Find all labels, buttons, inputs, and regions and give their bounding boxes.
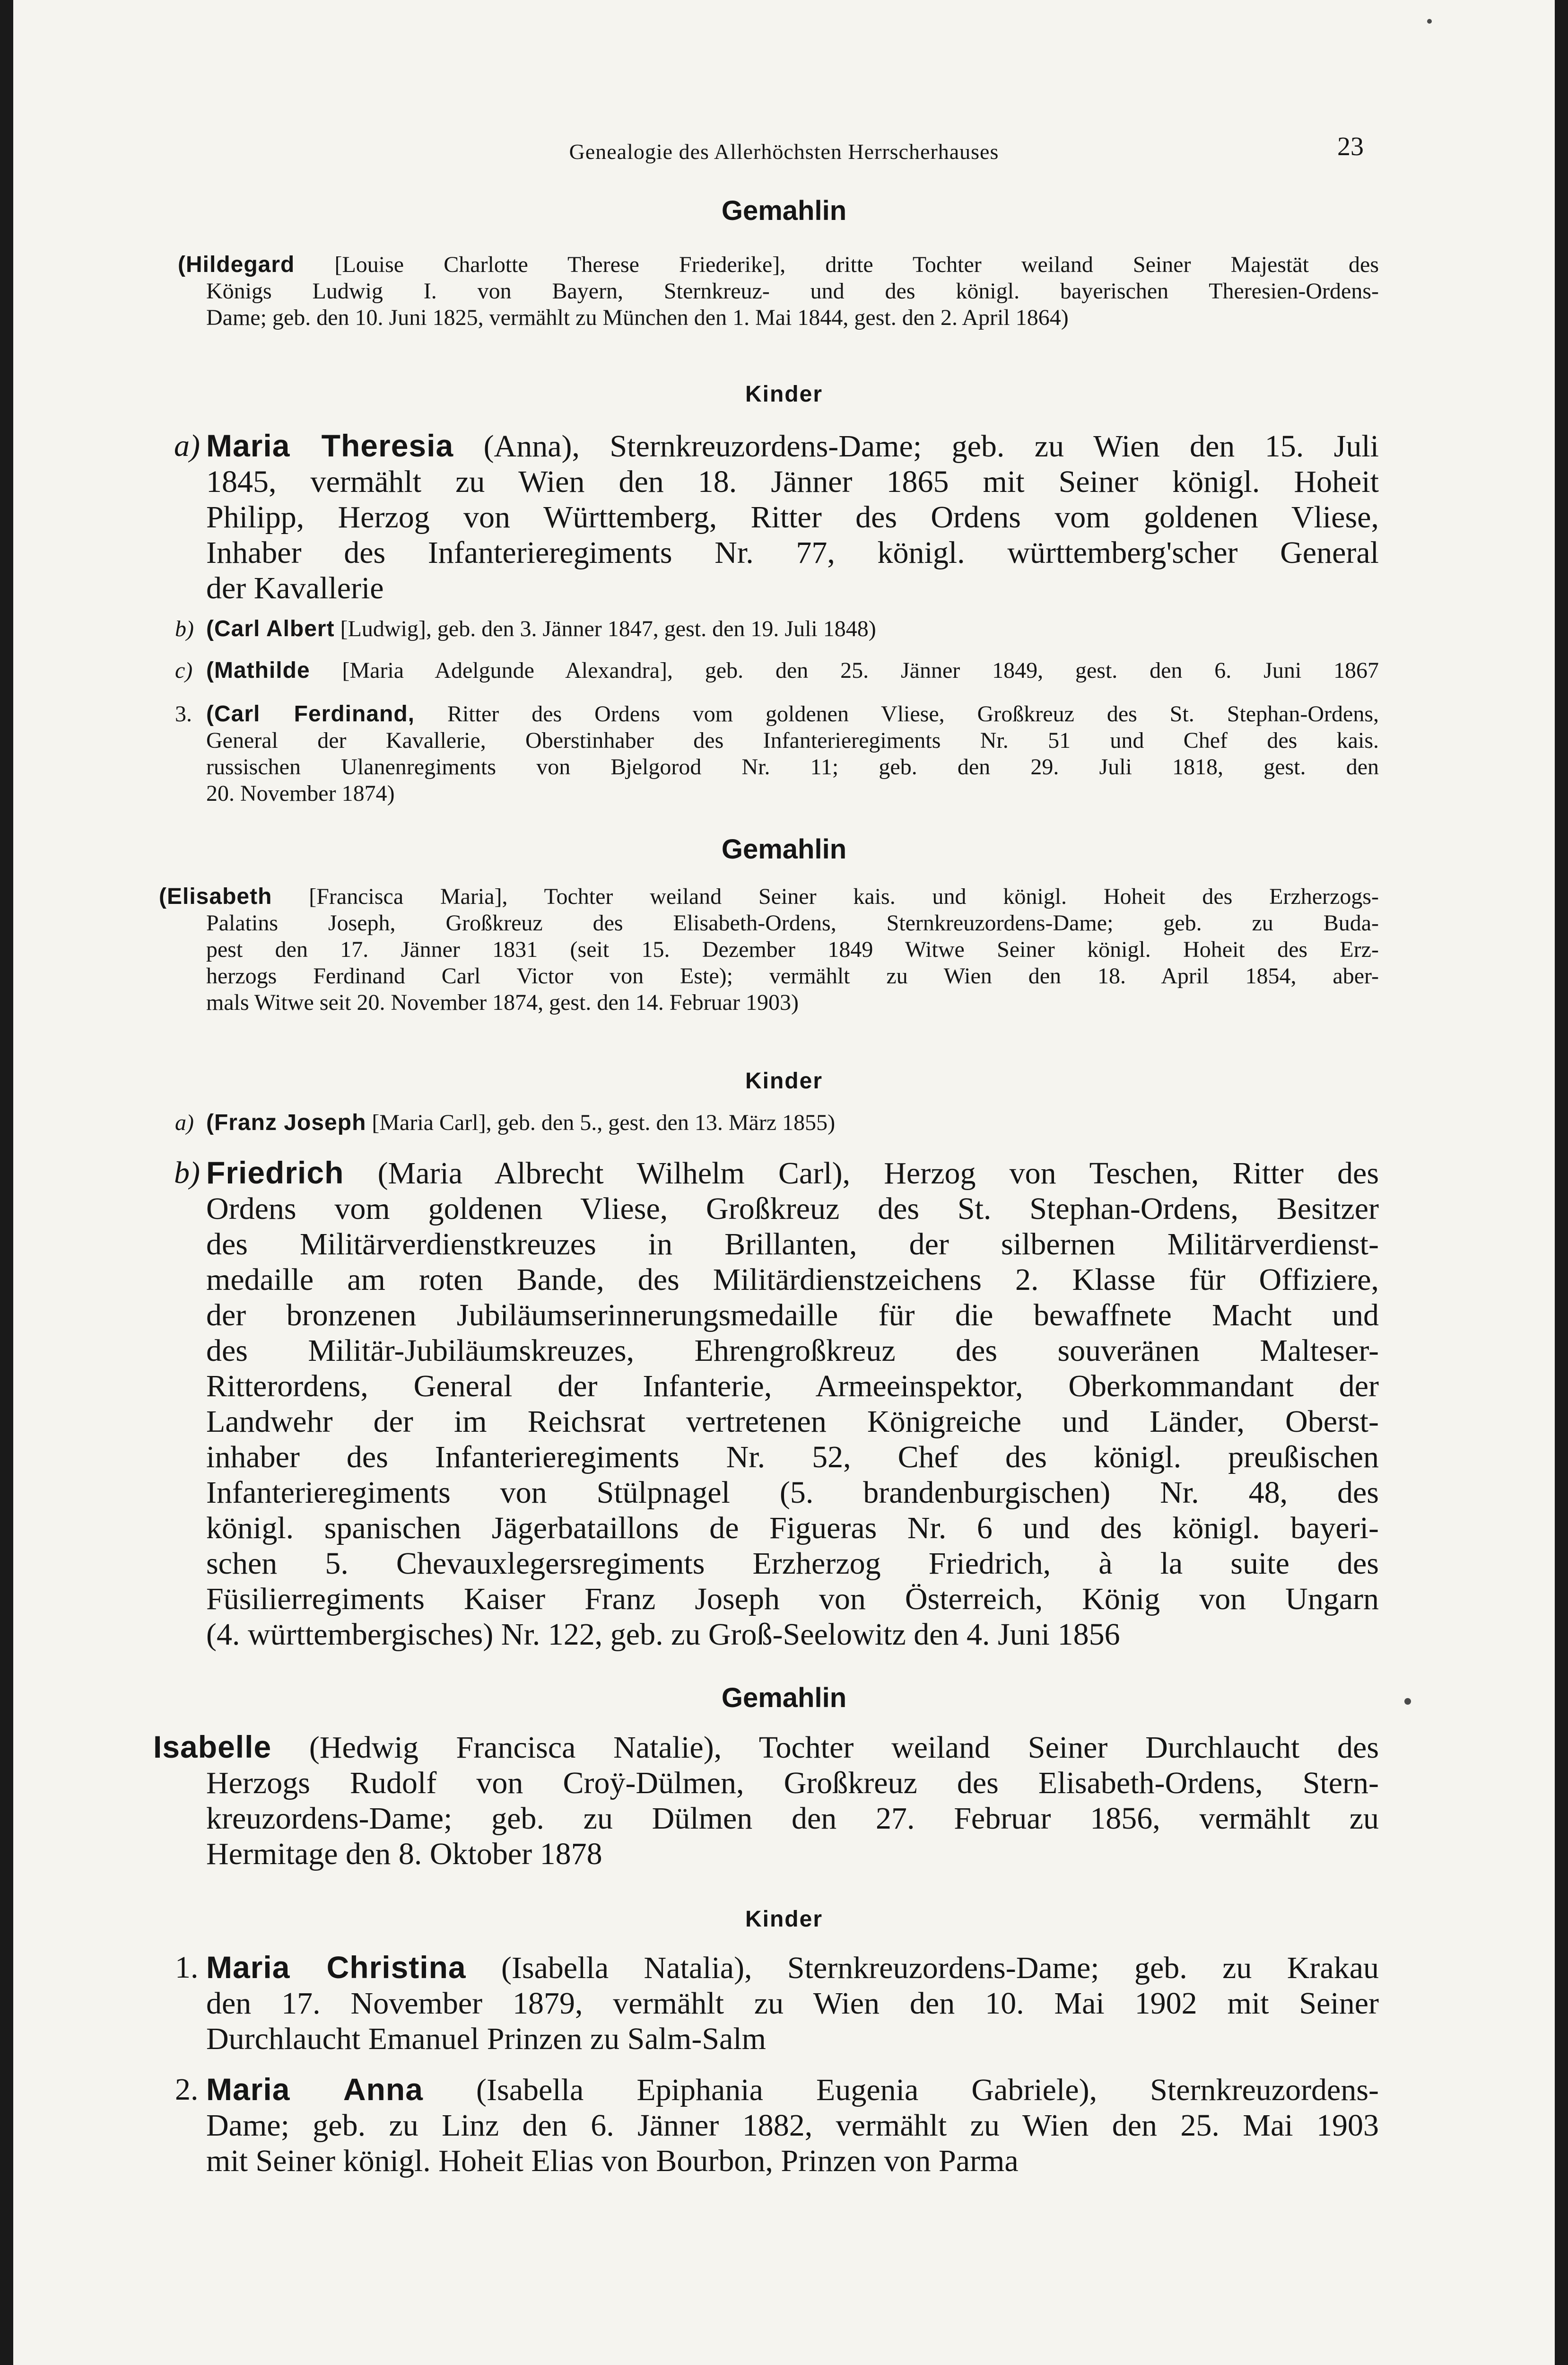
entry-line: [Maria Carl], geb. den 5., gest. den 13. März 1855) [372, 1110, 836, 1135]
entry-line: Herzogs Rudolf von Croÿ-Dülmen, Großkreuz des Elisabeth-Ordens, Stern- [206, 1766, 1379, 1800]
entry-carl-ferdinand [206, 701, 1379, 807]
entry-line: Königs Ludwig I. von Bayern, Sternkreuz- und des königl. bayerischen Theresien-Ordens- [206, 279, 1379, 304]
entry-line: des Militärverdienstkreuzes in Brillanten, der silbernen Militärverdienst- [206, 1227, 1379, 1261]
running-head: Genealogie des Allerhöchsten Herrscherhauses [569, 140, 999, 164]
entry-line: inhaber des Infanterieregiments Nr. 52, Chef des königl. preußischen [206, 1440, 1379, 1474]
entry-line: russischen Ulanenregiments von Bjelgorod Nr. 11; geb. den 29. Juli 1818, gest. den [206, 754, 1379, 780]
child-entry-franz-joseph [206, 1110, 1379, 1136]
child-label: b) [175, 616, 194, 641]
section-heading-kinder: Kinder [745, 382, 823, 407]
child-name: (Mathilde [206, 658, 310, 683]
entry-line: (4. württembergisches) Nr. 122, geb. zu Groß-Seelowitz den 4. Juni 1856 [206, 1617, 1120, 1652]
spouse-name: Isabelle [153, 1729, 272, 1764]
entry-line: Füsilierregiments Kaiser Franz Joseph von Österreich, König von Ungarn [206, 1582, 1379, 1616]
entry-line: mals Witwe seit 20. November 1874, gest. den 14. Februar 1903) [206, 990, 799, 1015]
spouse-entry-elisabeth [159, 884, 1379, 1016]
entry-line: 1845, vermählt zu Wien den 18. Jänner 1865 mit Seiner königl. Hoheit [206, 464, 1379, 499]
entry-number: 1. [175, 1950, 199, 1985]
entry-line: [Louise Charlotte Therese Friederike], dritte Tochter weiland Seiner Majestät des [334, 252, 1379, 277]
entry-number: 3. [175, 701, 192, 727]
entry-line: (Isabella Epiphania Eugenia Gabriele), Sternkreuzordens- [476, 2073, 1379, 2107]
entry-line: Durchlaucht Emanuel Prinzen zu Salm-Salm [206, 2022, 767, 2056]
child-entry-carl-albert [206, 616, 1379, 642]
entry-line: [Maria Adelgunde Alexandra], geb. den 25. Jänner 1849, gest. den 6. Juni 1867 [342, 658, 1379, 683]
child-name: Maria Anna [206, 2072, 423, 2107]
entry-line: Landwehr der im Reichsrat vertretenen Königreiche und Länder, Oberst- [206, 1404, 1379, 1439]
spouse-name: (Hildegard [178, 252, 295, 277]
entry-line: [Ludwig], geb. den 3. Jänner 1847, gest. den 19. Juli 1848) [340, 616, 876, 641]
entry-line: Philipp, Herzog von Württemberg, Ritter des Ordens vom goldenen Vliese, [206, 500, 1379, 534]
entry-line: den 17. November 1879, vermählt zu Wien den 10. Mai 1902 mit Seiner [206, 1986, 1379, 2021]
entry-name: (Carl Ferdinand, [206, 701, 415, 727]
child-label: b) [174, 1156, 200, 1190]
entry-line: 20. November 1874) [206, 781, 395, 806]
child-name: Maria Christina [206, 1950, 466, 1985]
child-name: (Carl Albert [206, 616, 335, 641]
page-number: 23 [1337, 132, 1364, 161]
entry-line: des Militär-Jubiläumskreuzes, Ehrengroßkreuz des souveränen Malteser- [206, 1333, 1379, 1368]
entry-line: (Hedwig Francisca Natalie), Tochter weiland Seiner Durchlaucht des [309, 1730, 1379, 1765]
entry-line: Dame; geb. den 10. Juni 1825, vermählt zu München den 1. Mai 1844, gest. den 2. April 1864) [206, 305, 1069, 330]
section-heading-kinder: Kinder [745, 1069, 823, 1094]
section-heading-gemahlin: Gemahlin [721, 834, 847, 865]
entry-line: der bronzenen Jubiläumserinnerungsmedaille für die bewaffnete Macht und [206, 1298, 1379, 1332]
ink-speck [1404, 1698, 1411, 1705]
book-page [13, 0, 1555, 2365]
entry-line: Palatins Joseph, Großkreuz des Elisabeth-Ordens, Sternkreuzordens-Dame; geb. zu Buda- [206, 911, 1379, 936]
entry-line: (Isabella Natalia), Sternkreuzordens-Dame; geb. zu Krakau [501, 1951, 1379, 1985]
entry-line: Inhaber des Infanterieregiments Nr. 77, königl. württemberg'scher General [206, 535, 1379, 570]
entry-number: 2. [175, 2072, 199, 2107]
entry-line: Ritterordens, General der Infanterie, Armeeinspektor, Oberkommandant der [206, 1369, 1379, 1403]
ink-speck [1427, 19, 1432, 24]
entry-line: Hermitage den 8. Oktober 1878 [206, 1837, 602, 1871]
child-entry-maria-christina [206, 1950, 1379, 2057]
entry-line: General der Kavallerie, Oberstinhaber des Infanterieregiments Nr. 51 und Chef des kais. [206, 728, 1379, 753]
section-heading-gemahlin: Gemahlin [721, 1682, 847, 1713]
section-heading-kinder: Kinder [745, 1907, 823, 1932]
entry-line: mit Seiner königl. Hoheit Elias von Bourbon, Prinzen von Parma [206, 2144, 1019, 2178]
section-heading-gemahlin: Gemahlin [721, 195, 847, 226]
child-name: Friedrich [206, 1155, 344, 1190]
child-entry-maria-theresia [206, 428, 1379, 606]
entry-line: königl. spanischen Jägerbataillons de Figueras Nr. 6 und des königl. bayeri- [206, 1511, 1379, 1545]
entry-line: [Francisca Maria], Tochter weiland Seiner kais. und königl. Hoheit des Erzherzogs- [309, 884, 1379, 909]
child-label: c) [175, 658, 193, 683]
entry-line: Ordens vom goldenen Vliese, Großkreuz des St. Stephan-Ordens, Besitzer [206, 1191, 1379, 1226]
entry-line: schen 5. Chevauxlegersregiments Erzherzog Friedrich, à la suite des [206, 1546, 1379, 1581]
child-entry-maria-anna [206, 2072, 1379, 2179]
child-name: Maria Theresia [206, 428, 454, 463]
entry-line: kreuzordens-Dame; geb. zu Dülmen den 27. Februar 1856, vermählt zu [206, 1801, 1379, 1836]
child-entry-mathilde [206, 657, 1379, 684]
child-name: (Franz Joseph [206, 1110, 366, 1135]
entry-line: (Maria Albrecht Wilhelm Carl), Herzog von Teschen, Ritter des [377, 1156, 1379, 1191]
entry-line: Ritter des Ordens vom goldenen Vliese, Großkreuz des St. Stephan-Ordens, [447, 701, 1379, 727]
spouse-entry-isabelle [153, 1729, 1379, 1872]
child-label: a) [175, 1110, 194, 1135]
entry-line: (Anna), Sternkreuzordens-Dame; geb. zu Wien den 15. Juli [483, 429, 1379, 464]
entry-line: der Kavallerie [206, 571, 384, 605]
entry-line: Infanterieregiments von Stülpnagel (5. brandenburgischen) Nr. 48, des [206, 1475, 1379, 1510]
spouse-entry-hildegard [178, 252, 1379, 331]
entry-line: herzogs Ferdinand Carl Victor von Este); vermählt zu Wien den 18. April 1854, aber- [206, 964, 1379, 989]
entry-line: Dame; geb. zu Linz den 6. Jänner 1882, vermählt zu Wien den 25. Mai 1903 [206, 2108, 1379, 2143]
child-entry-friedrich [206, 1155, 1379, 1652]
spouse-name: (Elisabeth [159, 884, 272, 909]
entry-line: medaille am roten Bande, des Militärdienstzeichens 2. Klasse für Offiziere, [206, 1262, 1379, 1297]
child-label: a) [174, 429, 200, 463]
entry-line: pest den 17. Jänner 1831 (seit 15. Dezember 1849 Witwe Seiner königl. Hoheit des Erz- [206, 937, 1379, 962]
